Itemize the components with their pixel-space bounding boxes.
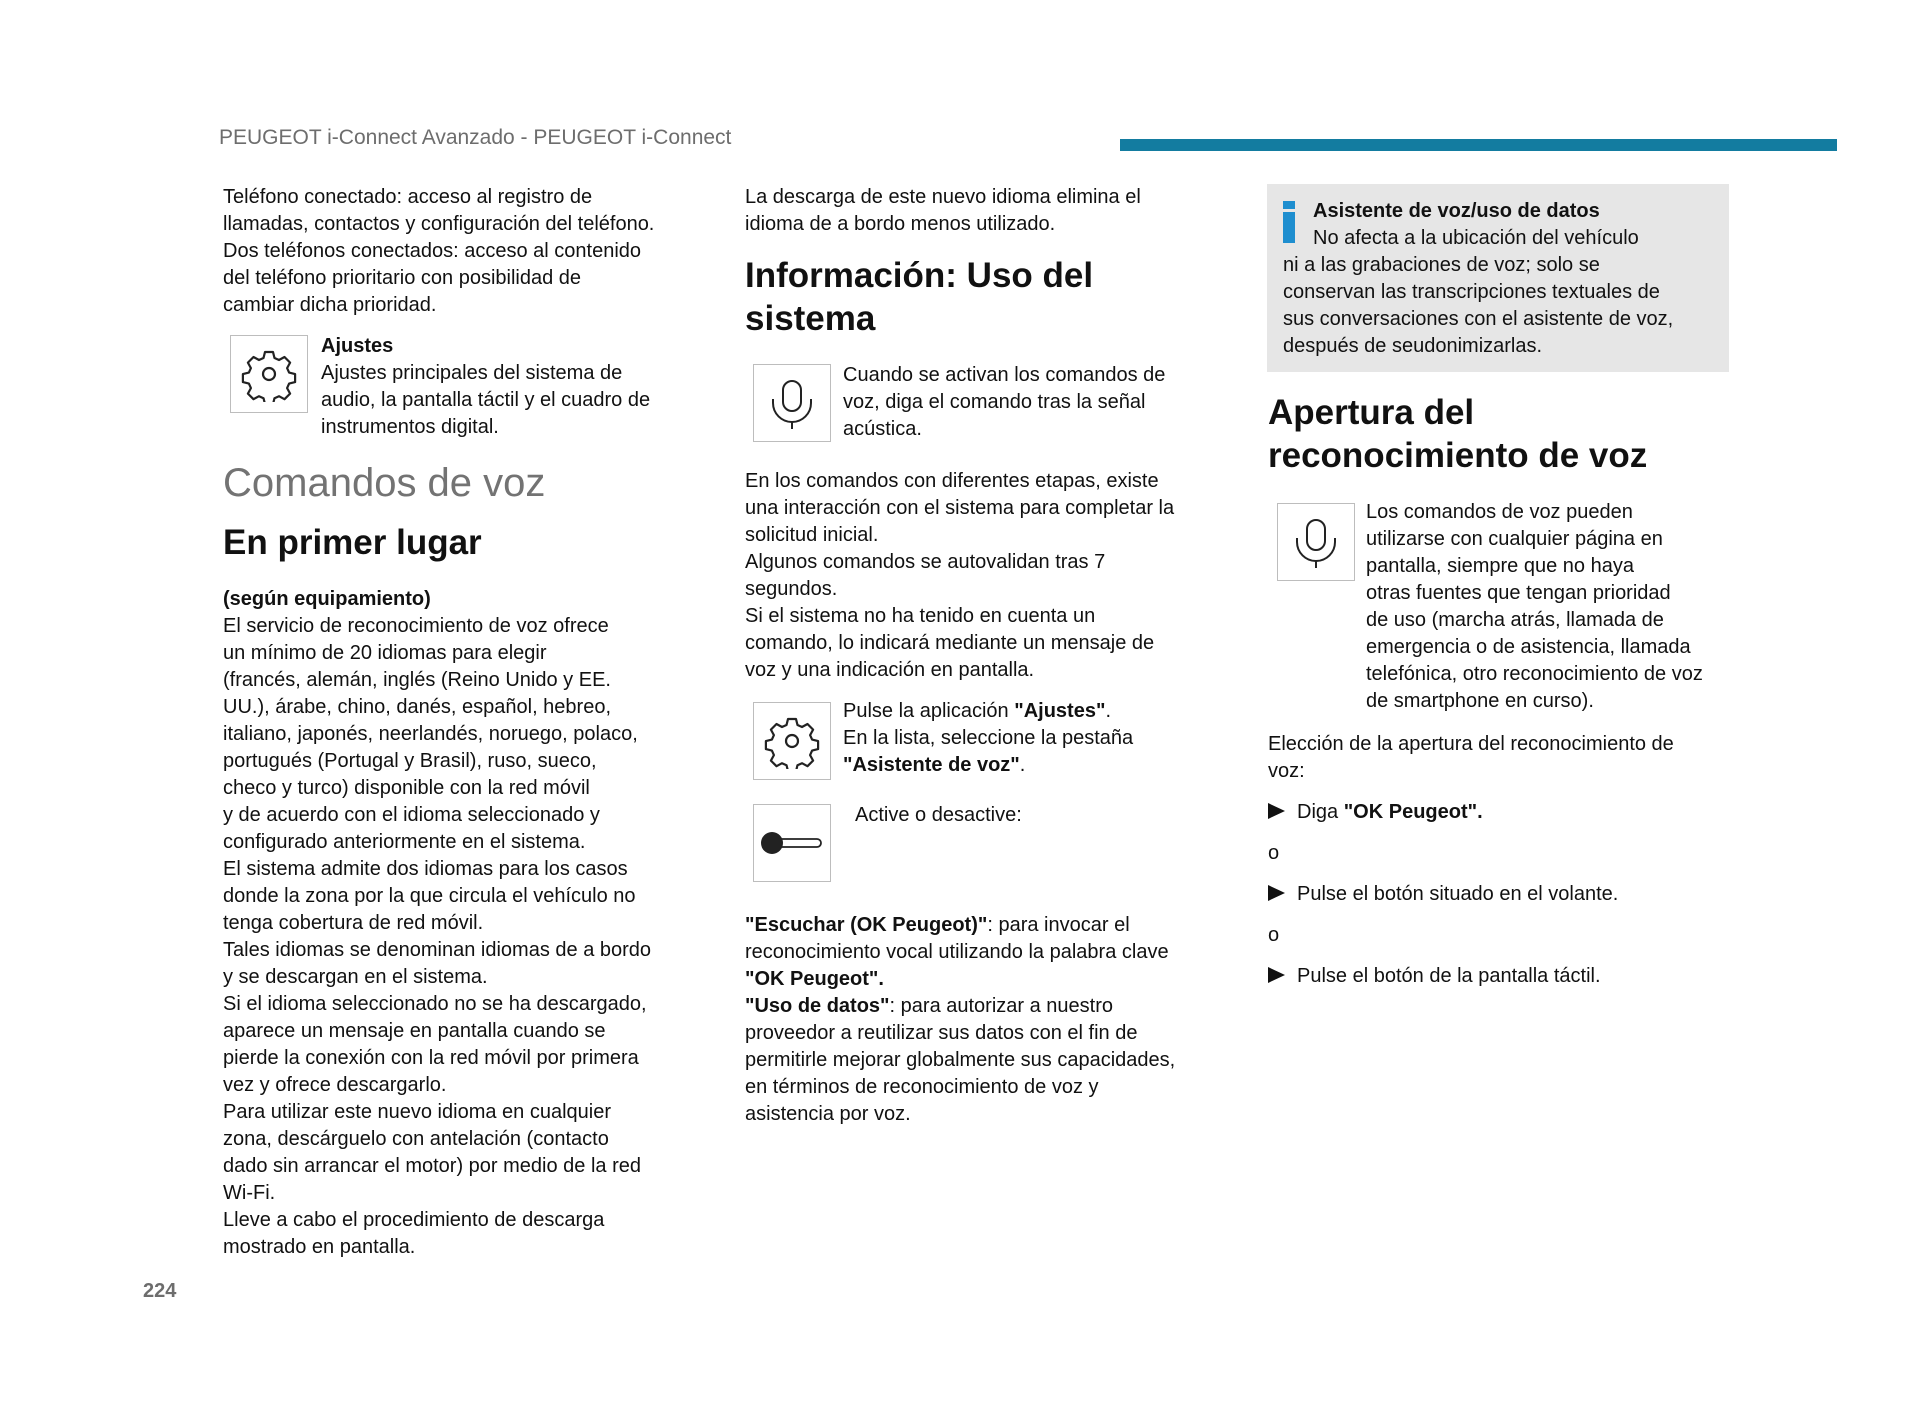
text-line: audio, la pantalla táctil y el cuadro de <box>321 389 651 411</box>
text-line: (francés, alemán, inglés (Reino Unido y EE. <box>223 669 611 691</box>
text-line: En la lista, seleccione la pestaña <box>843 727 1134 749</box>
text-line: acústica. <box>843 418 922 440</box>
info-box-title: Asistente de voz/uso de datos <box>1313 200 1600 222</box>
text-span: Pulse el botón de la pantalla táctil. <box>1297 965 1601 987</box>
subsection-title: En primer lugar <box>223 523 482 562</box>
text-line: otras fuentes que tengan prioridad <box>1366 582 1671 604</box>
text-line: portugués (Portugal y Brasil), ruso, sueco, <box>223 750 597 772</box>
languages-paragraph <box>223 586 713 1261</box>
text-line: aparece un mensaje en pantalla cuando se <box>223 1020 606 1042</box>
text-line: Si el sistema no ha tenido en cuenta un <box>745 605 1096 627</box>
running-header-title: PEUGEOT i-Connect Avanzado - PEUGEOT i-Connect <box>219 126 732 149</box>
text-line: dado sin arrancar el motor) por medio de la red <box>223 1155 641 1177</box>
text-line: cambiar dicha prioridad. <box>223 294 437 316</box>
ajustes-app-label: "Ajustes" <box>1014 700 1106 722</box>
text-line: segundos. <box>745 578 838 600</box>
title-line: reconocimiento de voz <box>1268 436 1648 475</box>
text-line: Teléfono conectado: acceso al registro de <box>223 186 593 208</box>
text-line <box>745 993 1235 1020</box>
text-line: Tales idiomas se denominan idiomas de a bordo <box>223 939 652 961</box>
text-line: voz y una indicación en pantalla. <box>745 659 1035 681</box>
text-line: Dos teléfonos conectados: acceso al contenido <box>223 240 642 262</box>
choice-paragraph <box>1268 731 1738 785</box>
data-usage-option-label: "Uso de datos" <box>745 995 890 1017</box>
left-column <box>223 184 713 1261</box>
text-line: El sistema admite dos idiomas para los casos <box>223 858 628 880</box>
ajustes-title: Ajustes <box>321 335 394 357</box>
voice-assistant-tab-label: "Asistente de voz" <box>843 754 1020 776</box>
text-line: solicitud inicial. <box>745 524 879 546</box>
intro-paragraph <box>223 184 713 319</box>
separator-text: o <box>1268 842 1280 864</box>
text-line: ni a las grabaciones de voz; solo se <box>1283 254 1600 276</box>
bullet-item <box>1268 799 1738 826</box>
text-line: y se descargan en el sistema. <box>223 966 488 988</box>
text-span: Diga <box>1297 801 1344 823</box>
text-line: instrumentos digital. <box>321 416 499 438</box>
text-line: donde la zona por la que circula el vehículo no <box>223 885 636 907</box>
arrow-bullet-icon <box>1268 967 1285 983</box>
text-span: : para invocar el <box>987 914 1130 936</box>
settings-step <box>745 698 1235 802</box>
text-line: Elección de la apertura del reconocimiento de <box>1268 733 1674 755</box>
bullet-item <box>1268 881 1738 908</box>
text-line: La descarga de este nuevo idioma elimina el <box>745 186 1141 208</box>
text-line: Cuando se activan los comandos de <box>843 364 1166 386</box>
text-line: tenga cobertura de red móvil. <box>223 912 484 934</box>
text-line: utilizarse con cualquier página en <box>1366 528 1663 550</box>
text-line: voz: <box>1268 760 1305 782</box>
arrow-bullet-icon <box>1268 885 1285 901</box>
section-title: Comandos de voz <box>223 461 546 505</box>
text-line: zona, descárguelo con antelación (contacto <box>223 1128 609 1150</box>
text-span: . <box>1105 700 1111 722</box>
text-line <box>745 912 1235 939</box>
ajustes-note <box>223 333 713 443</box>
text-span: : para autorizar a nuestro <box>889 995 1114 1017</box>
ok-peugeot-label: "OK Peugeot". <box>1343 801 1483 823</box>
equipment-note: (según equipamiento) <box>223 588 431 610</box>
text-line: un mínimo de 20 idiomas para elegir <box>223 642 547 664</box>
text-line: sus conversaciones con el asistente de voz, <box>1283 308 1674 330</box>
arrow-bullet-icon <box>1268 803 1285 819</box>
right-column <box>1268 391 1738 990</box>
text-line: pantalla, siempre que no haya <box>1366 555 1634 577</box>
text-line: mostrado en pantalla. <box>223 1236 416 1258</box>
text-line: en términos de reconocimiento de voz y <box>745 1076 1099 1098</box>
microphone-icon <box>1277 503 1355 581</box>
text-line: pierde la conexión con la red móvil por primera <box>223 1047 639 1069</box>
mic-note <box>745 362 1235 468</box>
text-line: del teléfono prioritario con posibilidad de <box>223 267 582 289</box>
listen-option-label: "Escuchar (OK Peugeot)" <box>745 914 988 936</box>
text-line: conservan las transcripciones textuales de <box>1283 281 1660 303</box>
gear-icon <box>230 335 308 413</box>
text-line: Para utilizar este nuevo idioma en cualquier <box>223 1101 611 1123</box>
header-accent-bar <box>1120 139 1837 151</box>
text-line: Wi-Fi. <box>223 1182 276 1204</box>
text-line: El servicio de reconocimiento de voz ofrece <box>223 615 609 637</box>
section-title <box>745 254 1235 340</box>
text-line: Ajustes principales del sistema de <box>321 362 623 384</box>
text-line: de uso (marcha atrás, llamada de <box>1366 609 1664 631</box>
title-line: sistema <box>745 299 876 338</box>
text-line: Los comandos de voz pueden <box>1366 501 1633 523</box>
text-line: de smartphone en curso). <box>1366 690 1594 712</box>
text-line <box>843 752 1235 779</box>
text-line: comando, lo indicará mediante un mensaje de <box>745 632 1155 654</box>
title-line: Apertura del <box>1268 393 1475 432</box>
text-line: idioma de a bordo menos utilizado. <box>745 213 1056 235</box>
text-line: UU.), árabe, chino, danés, español, hebreo, <box>223 696 612 718</box>
text-line: "OK Peugeot". <box>745 968 884 990</box>
text-line: telefónica, otro reconocimiento de voz <box>1366 663 1703 685</box>
text-span: Pulse el botón situado en el volante. <box>1297 883 1619 905</box>
text-line: asistencia por voz. <box>745 1103 911 1125</box>
text-span: . <box>1019 754 1026 776</box>
text-line <box>843 698 1235 725</box>
microphone-icon <box>753 364 831 442</box>
commands-paragraph <box>745 468 1235 684</box>
bullet-item <box>1268 963 1738 990</box>
toggle-switch-icon <box>753 804 831 882</box>
text-line: Si el idioma seleccionado no se ha descargado, <box>223 993 647 1015</box>
text-line: permitirle mejorar globalmente sus capacidades, <box>745 1049 1176 1071</box>
title-line: Información: Uso del <box>745 256 1094 295</box>
text-line: checo y turco) disponible con la red móvil <box>223 777 590 799</box>
text-line: No afecta a la ubicación del vehículo <box>1313 227 1639 249</box>
section-title <box>1268 391 1738 477</box>
toggle-step <box>745 802 1235 912</box>
text-line: configurado anteriormente en el sistema. <box>223 831 586 853</box>
mic-note <box>1268 499 1738 715</box>
text-line: después de seudonimizarlas. <box>1283 335 1543 357</box>
options-paragraph <box>745 912 1235 1128</box>
text-line: Active o desactive: <box>855 804 1022 826</box>
text-line: reconocimiento vocal utilizando la palabra clave <box>745 941 1169 963</box>
text-line: Algunos comandos se autovalidan tras 7 <box>745 551 1106 573</box>
middle-column <box>745 184 1235 1128</box>
page-number: 224 <box>143 1280 177 1302</box>
separator-text: o <box>1268 924 1280 946</box>
text-line: Lleve a cabo el procedimiento de descarga <box>223 1209 605 1231</box>
info-box-content <box>1283 198 1723 360</box>
text-span: Pulse la aplicación <box>843 700 1015 722</box>
text-line: llamadas, contactos y configuración del teléfono. <box>223 213 655 235</box>
text-line: vez y ofrece descargarlo. <box>223 1074 447 1096</box>
text-line: En los comandos con diferentes etapas, existe <box>745 470 1159 492</box>
text-line: emergencia o de asistencia, llamada <box>1366 636 1691 658</box>
text-line: y de acuerdo con el idioma seleccionado y <box>223 804 600 826</box>
intro-paragraph <box>745 184 1235 238</box>
text-line: italiano, japonés, neerlandés, noruego, polaco, <box>223 723 638 745</box>
text-line: proveedor a reutilizar sus datos con el fin de <box>745 1022 1138 1044</box>
gear-icon <box>753 702 831 780</box>
text-line: una interacción con el sistema para completar la <box>745 497 1175 519</box>
text-line: voz, diga el comando tras la señal <box>843 391 1146 413</box>
